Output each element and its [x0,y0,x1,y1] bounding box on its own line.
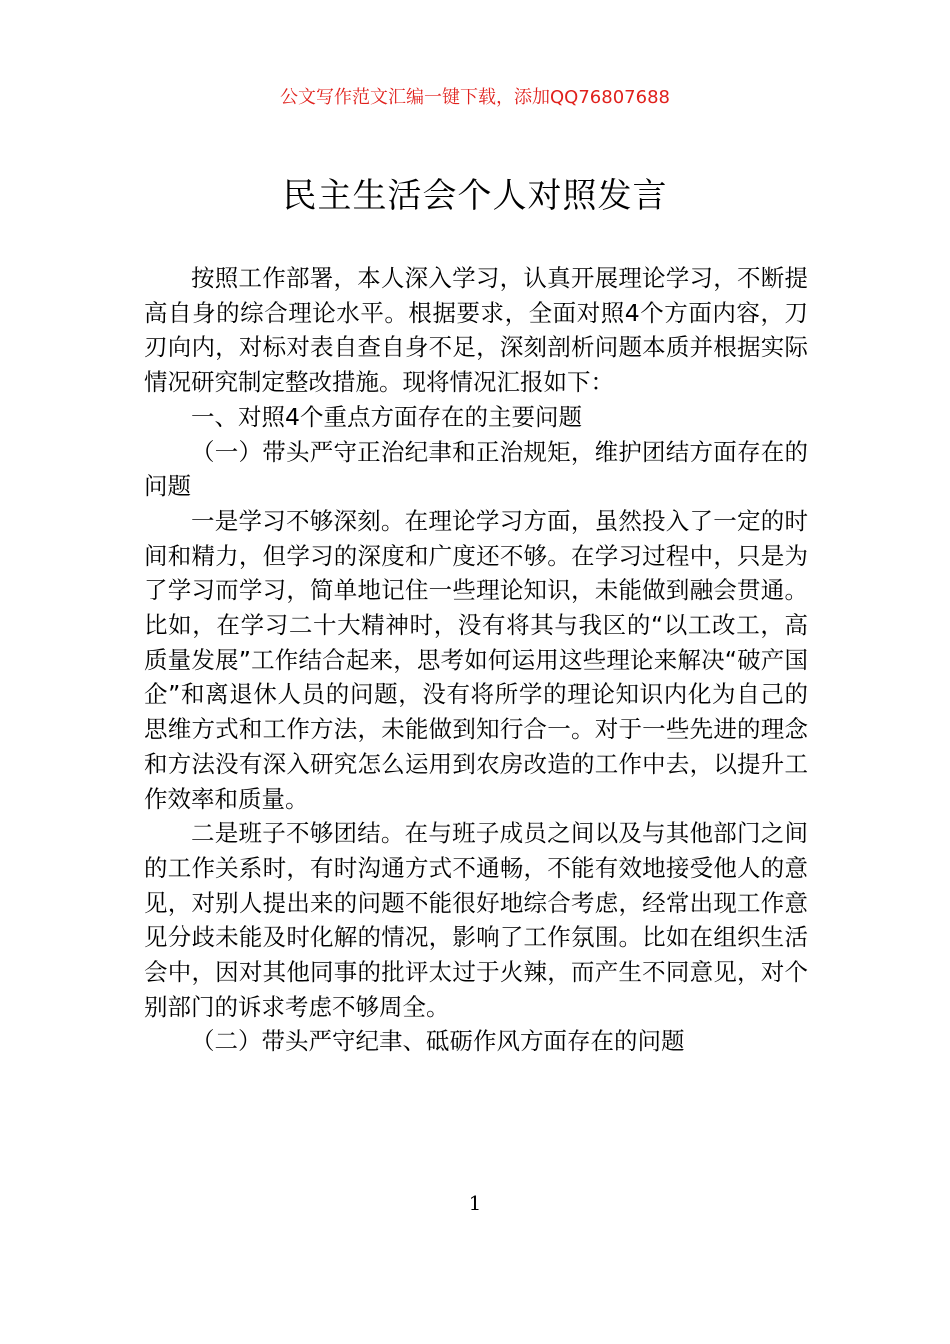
paragraph-unity: 二是班子不够团结。在与班子成员之间以及与其他部门之间的工作关系时，有时沟通方式不通畅，不能有效地接受他人的意见，对别人提出来的问题不能很好地综合考虑，经常出现工作意见分歧未能及时化解的情况，影响了工作氛围。比如在组织生活会中，因对其他同事的批评太过于火辣，而产生不同意见，对个别部门的诉求考虑不够周全。 [144,819,808,1021]
page-number: 1 [468,1191,482,1215]
paragraph-study: 一是学习不够深刻。在理论学习方面，虽然投入了一定的时间和精力，但学习的深度和广度还不够。在学习过程中，只是为了学习而学习，简单地记住一些理论知识，未能做到融会贯通。比如，在学习二十大精神时，没有将其与我区的“以工改工，高质量发展”工作结合起来，思考如何运用这些理论来解决“破产国企”和离退休人员的问题，没有将所学的理论知识内化为自己的思维方式和工作方法，未能做到知行合一。对于一些先进的理念和方法没有深入研究怎么运用到农房改造的工作中去，以提升工作效率和质量。 [144,506,808,813]
document-title: 民主生活会个人对照发言 [282,176,668,216]
heading-section-1: 一、对照4个重点方面存在的主要问题 [191,402,582,431]
heading-subsection-2: （二）带头严守纪聿、砥砺作风方面存在的问题 [191,1027,685,1056]
document-body [144,261,808,1059]
header-note: 公文写作范文汇编一键下载，添加QQ76807688 [280,87,670,108]
heading-subsection-1: （一）带头严守正治纪聿和正治规矩，维护团结方面存在的问题 [144,437,808,501]
paragraph-intro: 按照工作部署，本人深入学习，认真开展理论学习，不断提高自身的综合理论水平。根据要求，全面对照4个方面内容，刀刃向内，对标对表自查自身不足，深刻剖析问题本质并根据实际情况研究制定整改措施。现将情况汇报如下： [144,264,808,397]
